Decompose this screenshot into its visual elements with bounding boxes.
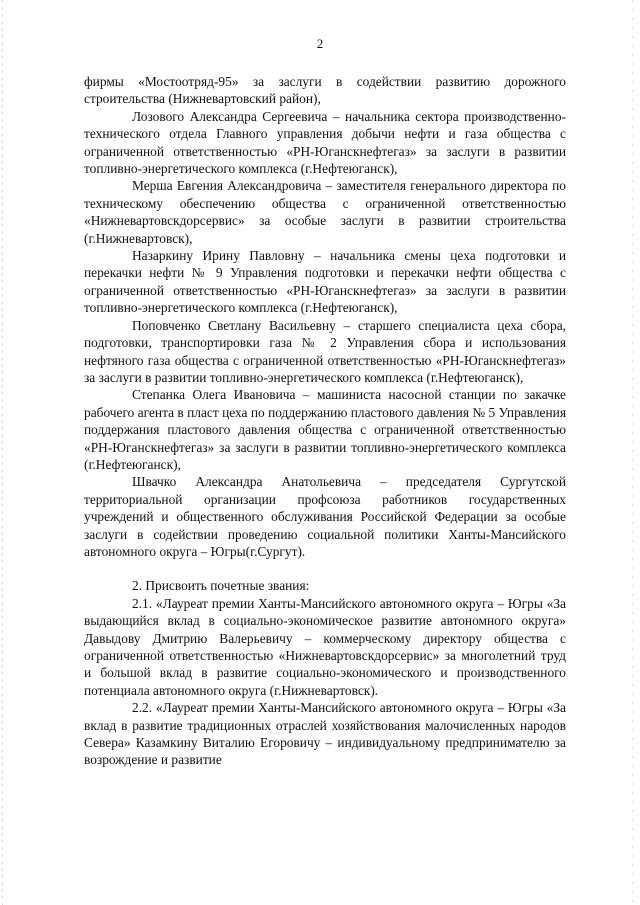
scan-edge-left <box>2 0 3 905</box>
section-gap <box>84 560 566 577</box>
paragraph-continuation: фирмы «Мостоотряд-95» за заслуги в содействии развитию дорожного строительства (Нижневартовский район), <box>84 74 566 107</box>
section-heading-2: 2. Присвоить почетные звания: <box>132 578 310 594</box>
document-body <box>84 73 566 769</box>
award-entry-nazarkina: Назаркину Ирину Павловну – начальника смены цеха подготовки и перекачки нефти № 9 Управления подготовки и перекачки нефти общества с ограниченной ответственностью «РН-Юганскнефтегаз» за заслуги в развитии топливно-энергетического комплекса (г.Нефтеюганск), <box>84 248 566 316</box>
award-entry-lozovoy: Лозового Александра Сергеевича – начальника сектора производственно-технического отдела Главного управления добычи нефти и газа общества с ограниченной ответственностью «РН-Юганскнефтегаз» за заслуги в развитии топливно-энергетического комплекса (г.Нефтеюганск), <box>84 108 566 177</box>
award-entry-shvachko: Швачко Александра Анатольевича – председателя Сургутской территориальной организации профсоюза работников государственных учреждений и общественного обслуживания Российской Федерации за особые заслуги в содействии проведению социальной политики Ханты-Мансийского автономного округа – Югры(г.Сургут). <box>84 474 566 559</box>
page-number: 2 <box>316 36 324 51</box>
award-entry-popovchenko: Поповченко Светлану Васильевну – старшего специалиста цеха сбора, подготовки, транспортировки газа № 2 Управления сбора и использования нефтяного газа общества с ограниченной ответственностью «РН-Юганскнефтегаз» за заслуги в развитии топливно-энергетического комплекса (г.Нефтеюганск), <box>84 317 566 385</box>
title-entry-2-2: 2.2. «Лауреат премии Ханты-Мансийского автономного округа – Югры «За вклад в развитие традиционных отраслей хозяйствования малочисленных народов Севера» Казамкину Виталию Егоровичу – индивидуальному предпринимателю за возрождение и развитие <box>84 700 566 768</box>
award-entry-stepanka: Степанка Олега Ивановича – машиниста насосной станции по закачке рабочего агента в пласт цеха по поддержанию пластового давления № 5 Управления поддержания пластового давления общества с ограниченной ответственностью «РН-Юганскнефтегаз» за заслуги в развитии топливно-энергетического комплекса (г.Нефтеюганск), <box>84 387 566 472</box>
scan-edge-right <box>632 0 633 905</box>
title-entry-2-1: 2.1. «Лауреат премии Ханты-Мансийского автономного округа – Югры «За выдающийся вклад в социально-экономическое развитие автономного округа» Давыдову Дмитрию Валерьевичу – коммерческому директору общества с ограниченной ответственностью «Нижневартовскдорсервис» за многолетний труд и большой вклад в развитие социально-экономического и производственного потенциала автономного округа (г.Нижневартовск). <box>84 595 566 698</box>
award-entry-mersha: Мерша Евгения Александровича – заместителя генерального директора по техническому обеспечению общества с ограниченной ответственностью «Нижневартовскдорсервис» за особые заслуги в развитии строительства (г.Нижневартовск), <box>84 178 566 246</box>
